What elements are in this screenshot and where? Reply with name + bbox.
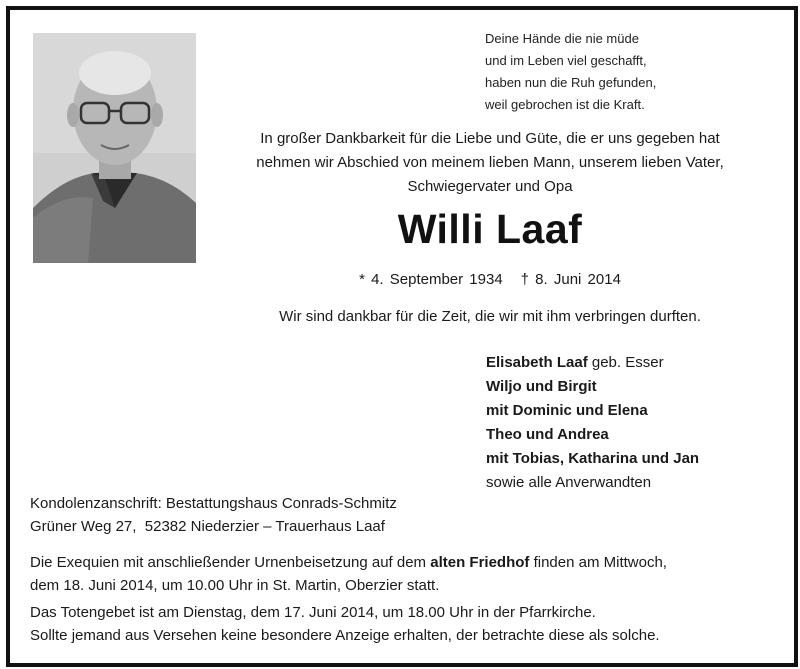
intro-line: nehmen wir Abschied von meinem lieben Mann, unserem lieben Vater, — [256, 154, 724, 171]
wife-maiden-name: geb. Esser — [587, 354, 664, 371]
family-line: sowie alle Anverwandten — [486, 474, 652, 491]
cemetery-name: alten Friedhof — [430, 554, 530, 571]
family-line: mit Tobias, Katharina und Jan — [486, 450, 700, 467]
contact-line: Grüner Weg 27, 52382 Niederzier – Trauerhaus Laaf — [30, 518, 385, 535]
prayer-info — [30, 601, 660, 647]
poem-line: Deine Hände die nie müde — [485, 31, 639, 46]
wife-name: Elisabeth Laaf — [486, 354, 588, 371]
intro-text — [190, 127, 790, 199]
poem-line: weil gebrochen ist die Kraft. — [485, 97, 645, 112]
family-line: Theo und Andrea — [486, 426, 609, 443]
poem-line: haben nun die Ruh gefunden, — [485, 75, 657, 90]
thanks-line: Wir sind dankbar für die Zeit, die wir mit ihm verbringen durften. — [279, 308, 701, 325]
death-date: † 8. Juni 2014 — [520, 271, 621, 288]
poem-line: und im Leben viel geschafft, — [485, 53, 647, 68]
exequien-info — [30, 551, 667, 597]
exequien-text-end: finden am Mittwoch, — [529, 554, 667, 571]
portrait-illustration — [33, 33, 196, 263]
family-line: mit Dominic und Elena — [486, 402, 648, 419]
intro-line: Schwiegervater und Opa — [407, 178, 573, 195]
exequien-line: dem 18. Juni 2014, um 10.00 Uhr in St. Martin, Oberzier statt. — [30, 577, 440, 594]
birth-date: * 4. September 1934 — [359, 271, 503, 288]
exequien-text-start: Die Exequien mit anschließender Urnenbeisetzung auf dem — [30, 554, 431, 571]
deceased-name: Willi Laaf — [397, 206, 583, 252]
family-line — [486, 351, 699, 375]
exequien-line — [30, 551, 667, 574]
prayer-line: Das Totengebet ist am Dienstag, dem 17. Juni 2014, um 18.00 Uhr in der Pfarrkirche. — [30, 604, 596, 621]
portrait-photo — [33, 33, 196, 263]
contact-line: Kondolenzanschrift: Bestattungshaus Conrads-Schmitz — [30, 495, 397, 512]
family-list — [486, 351, 699, 495]
life-dates — [190, 271, 790, 288]
intro-line: In großer Dankbarkeit für die Liebe und Güte, die er uns gegeben hat — [260, 130, 720, 147]
poem — [485, 28, 656, 116]
prayer-line: Sollte jemand aus Versehen keine besondere Anzeige erhalten, der betrachte diese als solche. — [30, 627, 660, 644]
obituary-notice — [6, 6, 798, 667]
family-line: Wiljo und Birgit — [486, 378, 597, 395]
condolence-address — [30, 492, 397, 538]
